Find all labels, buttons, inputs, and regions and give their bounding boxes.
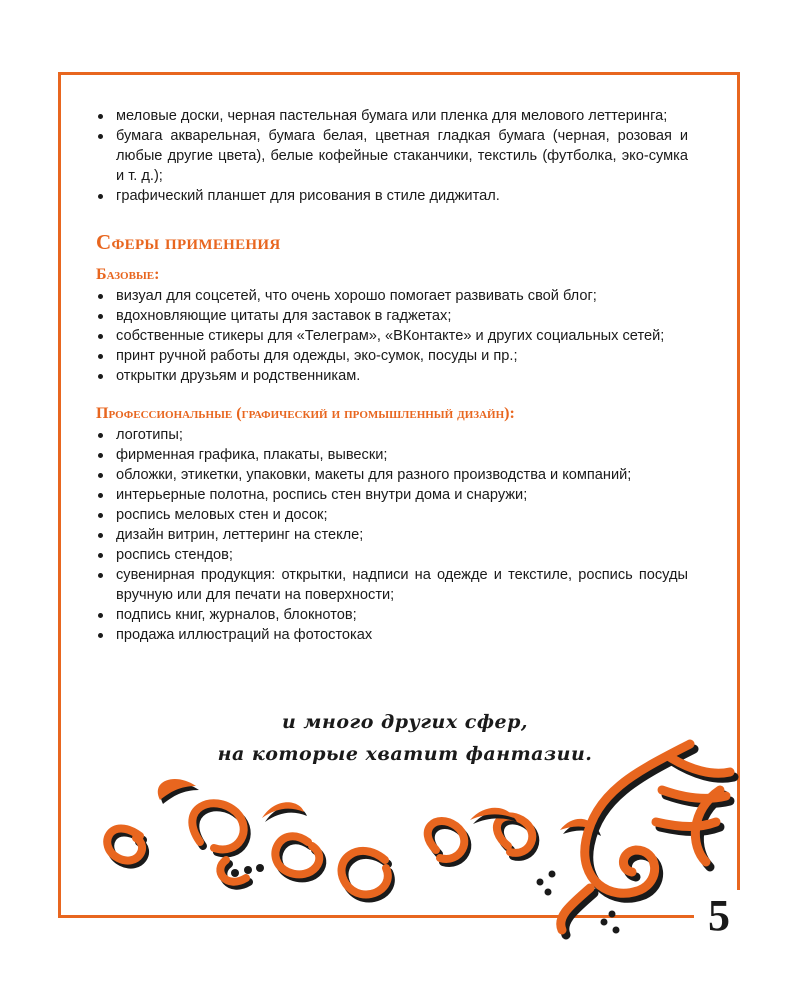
list-item: вдохновляющие цитаты для заставок в гаджетах; xyxy=(96,306,688,326)
list-item: роспись меловых стен и досок; xyxy=(96,505,688,525)
basic-heading: Базовые: xyxy=(96,266,160,283)
list-item: бумага акварельная, бумага белая, цветная гладкая бумага (черная, розовая и любые другие цвета), белые кофейные стаканчики, текстиль (футболка, эко-сумка и т. д.); xyxy=(96,126,688,186)
list-item: визуал для соцсетей, что очень хорошо помогает развивать свой блог; xyxy=(96,286,688,306)
bottom-swirl-band xyxy=(107,779,601,899)
list-item: подпись книг, журналов, блокнотов; xyxy=(96,605,688,625)
tagline-line-1: и много других сфер, xyxy=(282,711,528,733)
list-item: собственные стикеры для «Телеграм», «ВКонтакте» и других социальных сетей; xyxy=(96,326,688,346)
list-item: продажа иллюстраций на фотостоках xyxy=(96,625,688,645)
list-item: роспись стендов; xyxy=(96,545,688,565)
tagline-line-2: на которые хватит фантазии. xyxy=(217,743,593,765)
section-title: Сферы применения xyxy=(96,230,281,254)
list-item: логотипы; xyxy=(96,425,688,445)
list-item: фирменная графика, плакаты, вывески; xyxy=(96,445,688,465)
list-item: сувенирная продукция: открытки, надписи на одежде и текстиле, роспись посуды вручную или для печати на поверхности; xyxy=(96,565,688,605)
list-item: меловые доски, черная пастельная бумага или пленка для мелового леттеринга; xyxy=(96,106,688,126)
list-item: обложки, этикетки, упаковки, макеты для разного производства и компаний; xyxy=(96,465,688,485)
page-number: 5 xyxy=(694,890,744,942)
professional-heading: Профессиональные (графический и промышленный дизайн): xyxy=(96,405,515,422)
list-item: принт ручной работы для одежды, эко-сумок, посуды и пр.; xyxy=(96,346,688,366)
list-item: дизайн витрин, леттеринг на стекле; xyxy=(96,525,688,545)
list-item: интерьерные полотна, роспись стен внутри дома и снаружи; xyxy=(96,485,688,505)
list-item: графический планшет для рисования в стиле диджитал. xyxy=(96,186,688,206)
list-item: открытки друзьям и родственникам. xyxy=(96,366,688,386)
